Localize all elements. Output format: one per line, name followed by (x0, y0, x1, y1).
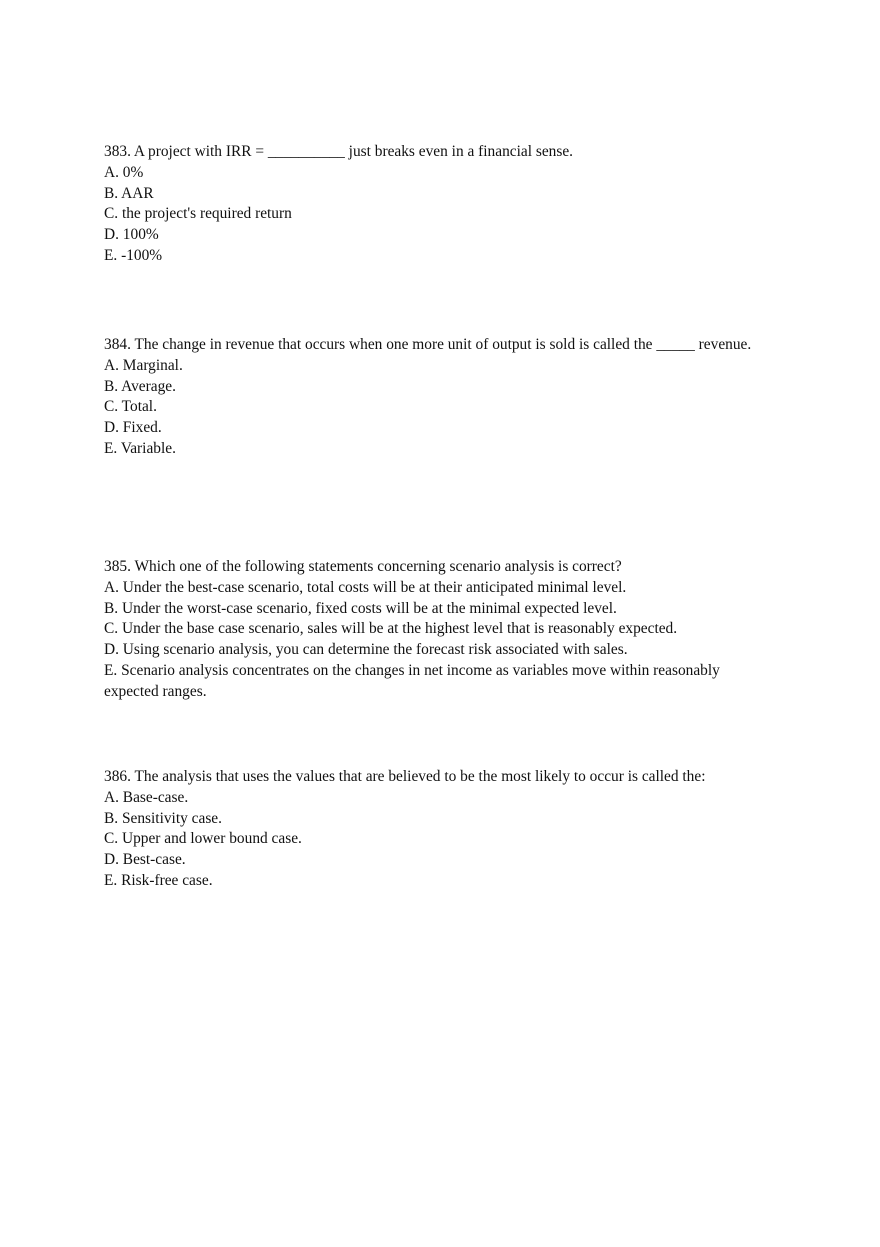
question-386 (104, 767, 754, 892)
option-e: E. -100% (104, 246, 163, 264)
option-b: B. AAR (104, 184, 154, 202)
option-e: E. Scenario analysis concentrates on the changes in net income as variables move within reasonably expected ranges. (104, 661, 720, 700)
question-384 (104, 335, 754, 460)
option-d: D. Best-case. (104, 851, 186, 869)
question-383 (104, 142, 754, 267)
question-stem: 386. The analysis that uses the values that are believed to be the most likely to occur is called the: (104, 768, 706, 785)
option-b: B. Average. (104, 377, 176, 395)
question-stem: 384. The change in revenue that occurs when one more unit of output is sold is called the _____ revenue. (104, 336, 752, 353)
option-e: E. Variable. (104, 439, 176, 457)
option-c: C. the project's required return (104, 205, 292, 223)
option-c: C. Under the base case scenario, sales will be at the highest level that is reasonably expected. (104, 620, 678, 638)
option-e: E. Risk-free case. (104, 871, 213, 889)
option-d: D. 100% (104, 226, 159, 244)
option-c: C. Total. (104, 398, 157, 416)
option-a: A. Under the best-case scenario, total costs will be at their anticipated minimal level. (104, 578, 627, 596)
option-c: C. Upper and lower bound case. (104, 830, 302, 848)
question-385 (104, 557, 754, 703)
question-stem: 385. Which one of the following statements concerning scenario analysis is correct? (104, 558, 622, 575)
option-b: B. Under the worst-case scenario, fixed costs will be at the minimal expected level. (104, 599, 617, 617)
question-stem: 383. A project with IRR = __________ just breaks even in a financial sense. (104, 143, 574, 160)
option-a: A. Marginal. (104, 356, 183, 374)
option-a: A. 0% (104, 163, 144, 181)
option-b: B. Sensitivity case. (104, 809, 222, 827)
option-d: D. Fixed. (104, 419, 162, 437)
option-a: A. Base-case. (104, 788, 189, 806)
option-d: D. Using scenario analysis, you can determine the forecast risk associated with sales. (104, 641, 628, 659)
